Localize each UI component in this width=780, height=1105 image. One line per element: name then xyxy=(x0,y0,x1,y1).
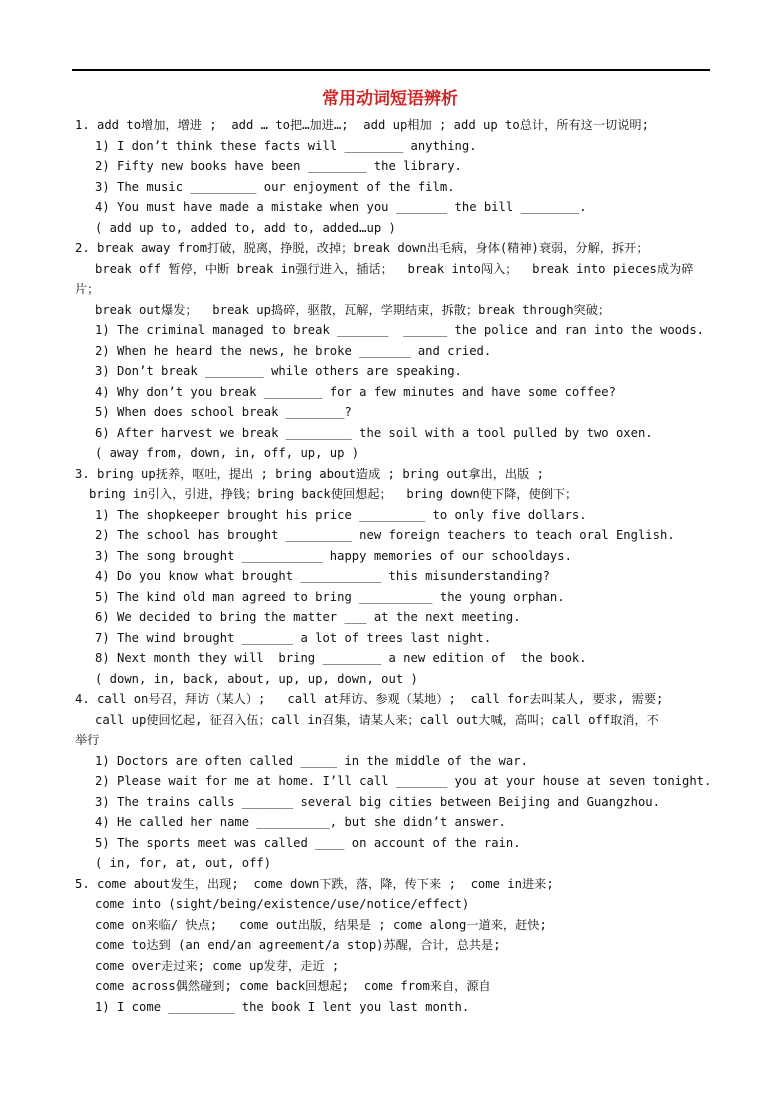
text-line: 3) Don’t break ________ while others are speaking. xyxy=(95,364,462,378)
text-line: 1) I come _________ the book I lent you last month. xyxy=(95,999,470,1014)
text-line: 8) Next month they will bring ________ a new edition of the book. xyxy=(95,651,587,665)
text-line: 4. call on号召，拜访（某人）; call at拜访、参观（某地）; call for去叫某人, 要求, 需要; xyxy=(75,692,664,706)
text-line: 5) When does school break ________? xyxy=(95,405,352,419)
text-line: break off 暂停，中断 break in强行进入，插话； break into闯入； break into pieces成为碎 xyxy=(95,261,694,276)
text-line: 2. break away from打破，脱离，挣脱，改掉；break down出毛病，身体(精神)衰弱，分解，拆开； xyxy=(75,241,649,255)
text-line: ( add up to, added to, add to, added…up ) xyxy=(95,220,396,235)
text-line: 2) Fifty new books have been ________ the library. xyxy=(95,159,462,173)
text-line: ( down, in, back, about, up, up, down, out ) xyxy=(95,671,418,686)
text-line: 6) We decided to bring the matter ___ at the next meeting. xyxy=(95,610,521,624)
text-line: come to达到 (an end/an agreement/a stop)苏醒，合计，总共是; xyxy=(95,938,501,952)
text-line: 1) I don’t think these facts will ________ anything. xyxy=(95,138,477,153)
text-line: 举行 xyxy=(75,733,100,747)
text-line: 4) You must have made a mistake when you _______ the bill ________. xyxy=(95,200,587,214)
text-line: 7) The wind brought _______ a lot of trees last night. xyxy=(95,630,492,645)
text-line: 3) The song brought ___________ happy memories of our schooldays. xyxy=(95,548,572,563)
text-line: 1. add to增加，增进 ; add … to把…加进…; add up相加 ; add up to总计，所有这一切说明; xyxy=(75,118,649,132)
text-line: 1) The criminal managed to break _______ ______ the police and ran into the woods. xyxy=(95,323,705,337)
text-line: 2) The school has brought _________ new foreign teachers to teach oral English. xyxy=(95,528,675,542)
text-line: 3) The trains calls _______ several big cities between Beijing and Guangzhou. xyxy=(95,794,660,809)
page-title: 常用动词短语辨析 xyxy=(322,89,458,109)
header-rule xyxy=(72,69,710,71)
text-line: 3) The music _________ our enjoyment of the film. xyxy=(95,179,455,194)
text-line: 4) He called her name __________, but she didn’t answer. xyxy=(95,815,506,829)
text-line: break out爆发； break up捣碎，驱散，瓦解，学期结束，拆散；break through突破； xyxy=(95,302,611,317)
text-line: 6) After harvest we break _________ the soil with a tool pulled by two oxen. xyxy=(95,425,653,440)
text-line: 5. come about发生，出现; come down下跌，落，降，传下来 ; come in进来; xyxy=(75,876,554,891)
text-line: call up使回忆起, 征召入伍；call in召集，请某人来；call out大喊，高叫；call off取消，不 xyxy=(95,712,659,727)
text-line: 1) Doctors are often called _____ in the middle of the war. xyxy=(95,753,528,768)
text-line: 4) Why don’t you break ________ for a few minutes and have some coffee? xyxy=(95,384,616,399)
text-line: bring in引入，引进，挣钱；bring back使回想起； bring down使下降，使倒下； xyxy=(89,487,578,501)
text-line: 3. bring up抚养，呕吐，提出 ; bring about造成 ; bring out拿出，出版 ; xyxy=(75,466,544,481)
text-line: come on来临/ 快点; come out出版，结果是 ; come along一道来，赶快; xyxy=(95,917,547,932)
text-line: come into (sight/being/existence/use/notice/effect) xyxy=(95,897,470,911)
text-line: 片； xyxy=(75,282,100,296)
text-line: 4) Do you know what brought ___________ this misunderstanding? xyxy=(95,569,550,583)
text-line: come over走过来; come up发芽，走近 ; xyxy=(95,958,340,973)
text-line: 1) The shopkeeper brought his price _________ to only five dollars. xyxy=(95,507,587,522)
text-line: 2) When he heard the news, he broke _______ and cried. xyxy=(95,343,492,358)
document-body xyxy=(75,115,715,1017)
text-line: ( in, for, at, out, off) xyxy=(95,856,272,870)
text-line: 5) The sports meet was called ____ on account of the rain. xyxy=(95,835,521,850)
text-line: come across偶然碰到; come back回想起; come from来自，源自 xyxy=(95,979,491,993)
text-line: ( away from, down, in, off, up, up ) xyxy=(95,446,360,460)
text-line: 5) The kind old man agreed to bring __________ the young orphan. xyxy=(95,589,565,604)
text-line: 2) Please wait for me at home. I’ll call _______ you at your house at seven tonight. xyxy=(95,774,712,788)
